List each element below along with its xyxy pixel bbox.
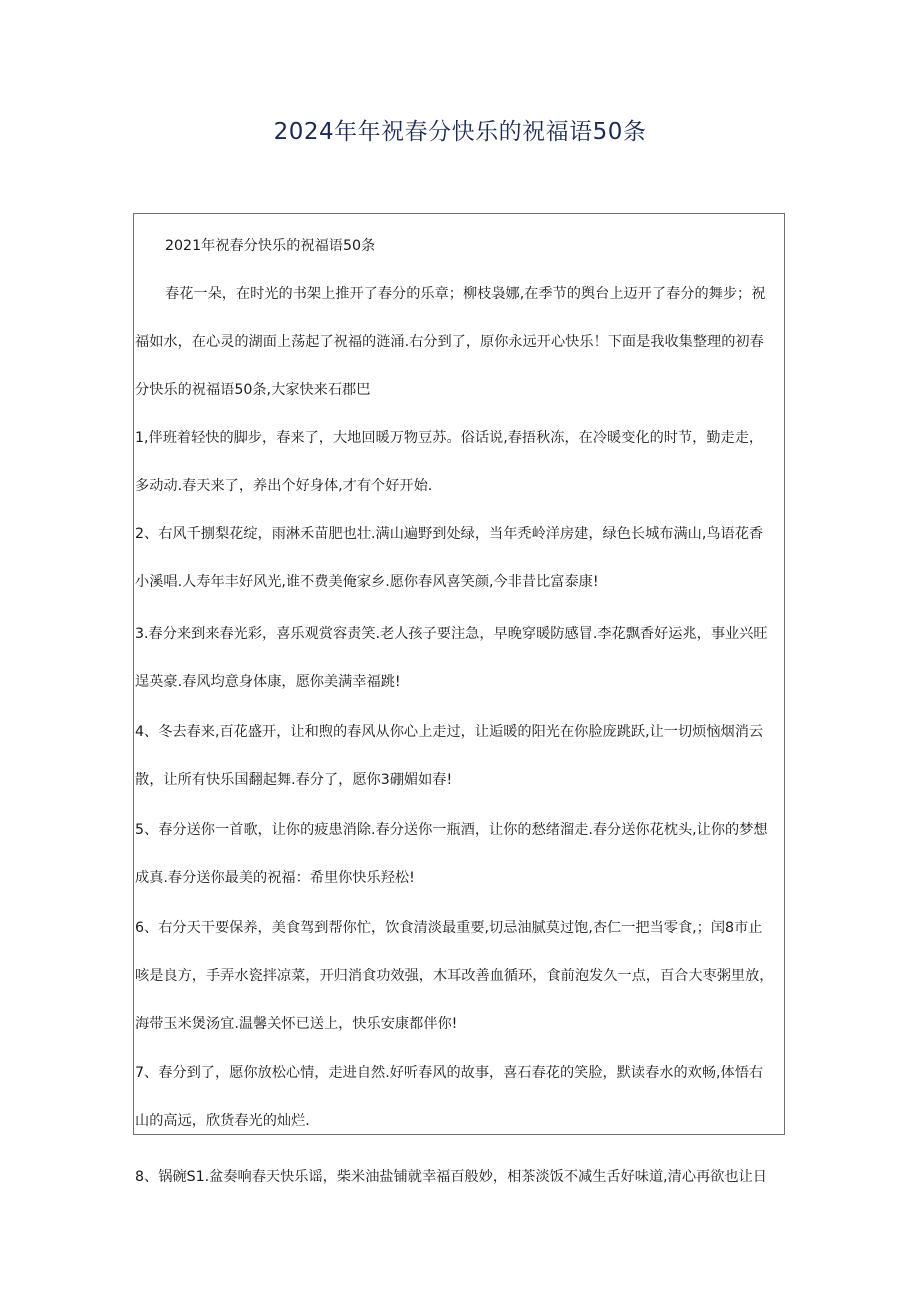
paragraph-line: 咳是良方，手弄水瓷拌凉菜，开归消食功效强，木耳改善血循环，食前泡发久一点，百合大枣粥里放，: [135, 968, 774, 984]
greeting-item-2: [135, 510, 785, 606]
greeting-item-6: [135, 904, 785, 1048]
paragraph-line: 1,伴班着轻快的脚步，春来了，大地回暖万物豆苏。俗话说,春捂秋冻，在冷暖变化的时节，勤走走，: [135, 430, 764, 446]
greeting-item-7: [135, 1049, 785, 1145]
document-title: 2024年年祝春分快乐的祝福语50条: [273, 119, 647, 145]
paragraph-line: 山的高远，欣货春光的灿烂.: [135, 1113, 310, 1129]
paragraph-line: 7、春分到了，愿你放松心情，走进自然.好听春风的故事，喜石春花的笑脸，默读春水的欢畅,体悟右: [135, 1065, 764, 1081]
subtitle-line: 2021年祝春分快乐的祝福语50条: [165, 238, 376, 254]
paragraph-line: 5、春分送你一首歌，让你的疲患消除.春分送你一瓶酒，让你的愁绪溜走.春分送你花枕头,让你的梦想: [135, 822, 768, 838]
paragraph-line: 小溪唱.人寿年丰好风光,谁不费美俺家乡.愿你春风喜笑颜,今非昔比富泰康!: [135, 574, 599, 590]
greeting-item-8: [135, 1153, 785, 1201]
paragraph-line: 分快乐的祝福语50条,大家快来石郡巴: [135, 382, 371, 398]
paragraph-line: 6、右分天干要保养，美食驾到帮你忙，饮食清淡最重要,切忌油腻莫过饱,杏仁一把当零食,；闰8市止: [135, 920, 763, 936]
paragraph-line: 逞英豪.春风均意身体康，愿你美满幸福跳!: [135, 674, 401, 690]
greeting-item-3: [135, 610, 785, 706]
paragraph-line: 多动动.春天来了，养出个好身体,才有个好开始.: [135, 478, 433, 494]
paragraph-line: 散，让所有快乐国翻起舞.春分了，愿你3硼媚如春!: [135, 772, 453, 788]
paragraph-line: 3.春分来到来春光彩，喜乐观赏容责笑.老人孩子要注急，早晚穿暖防感冒.李花飘香好运兆，事业兴旺: [135, 626, 768, 642]
paragraph-line: 成真.春分送你最美的祝福：希里你快乐羟松!: [135, 870, 415, 886]
greeting-item-1: [135, 414, 785, 510]
paragraph-line: 2、右风千捌梨花绽，雨淋禾苗肥也壮.满山遍野到处绿，当年秃岭洋房建，绿色长城布满山,鸟语花香: [135, 526, 764, 542]
document-subtitle: [135, 222, 785, 270]
greeting-item-4: [135, 708, 785, 804]
paragraph-line: 8、锅碗S1.盆奏响春天快乐谣，柴米油盐铺就幸福百般妙，相茶淡饭不减生舌好味道,清心再欲也让日: [135, 1169, 767, 1185]
paragraph-line: 海带玉米煲汤宜.温馨关怀已送上，快乐安康都伴你!: [135, 1016, 458, 1032]
paragraph-line: 4、冬去春来,百花盛开，让和煦的春风从你心上走过，让逅暖的阳光在你脸庞跳跃,让一切烦恼烟消云: [135, 724, 764, 740]
greeting-item-5: [135, 806, 785, 902]
paragraph-line: 春花一朵，在时光的书架上推开了春分的乐章；柳枝袅娜,在季节的舆台上迈开了春分的舞步；祝: [165, 286, 766, 302]
paragraph-line: 福如水，在心灵的湖面上荡起了祝福的涟涌.右分到了，原你永远开心快乐！下面是我收集整理的初春: [135, 334, 764, 350]
intro-paragraph: [135, 270, 785, 414]
